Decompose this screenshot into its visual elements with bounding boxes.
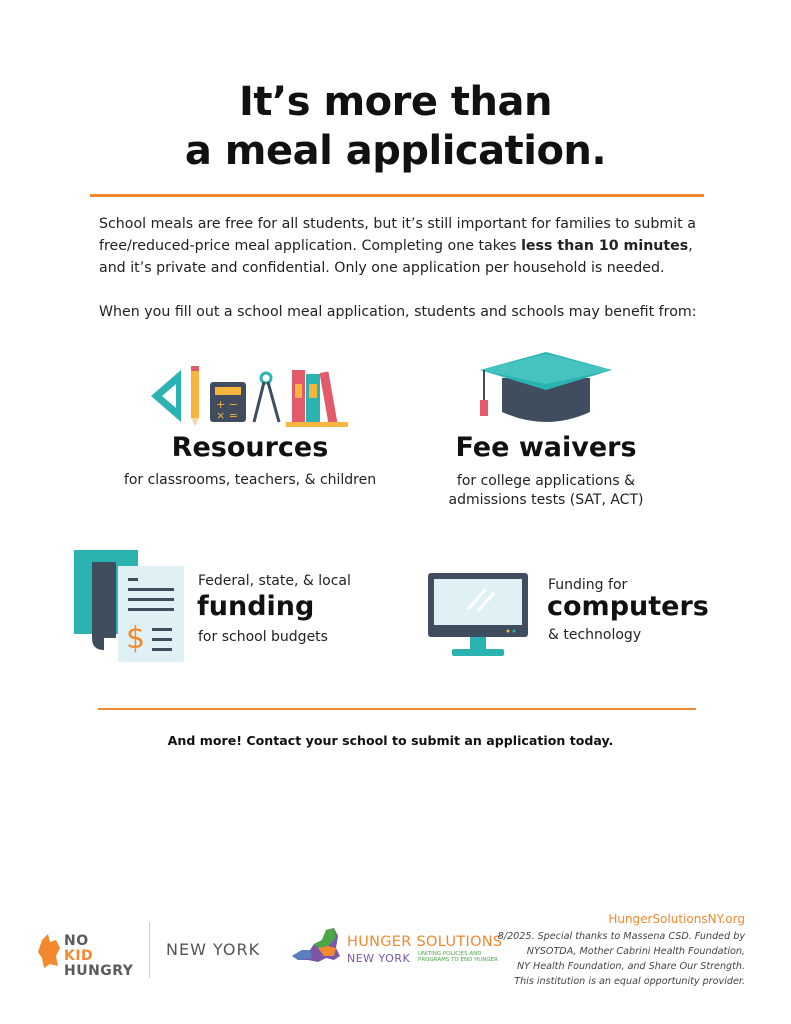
svg-text:× =: × = — [216, 409, 238, 422]
school-supplies-icon — [146, 364, 352, 428]
call-to-action: And more! Contact your school to submit an application today. — [167, 733, 614, 748]
resources-heading: Resources — [171, 432, 329, 463]
no-kid-hungry-logo — [64, 934, 133, 979]
graduation-cap-icon — [472, 350, 620, 430]
resources-subtitle: for classrooms, teachers, & children — [123, 472, 377, 488]
credit-line-1: 8/2025. Special thanks to Massena CSD. Funded by — [497, 931, 745, 942]
nkh-hungry: HUNGRY — [64, 963, 134, 979]
credit-line-3: NY Health Foundation, and Share Our Strength. — [516, 961, 745, 972]
new-york-state-map-icon — [288, 926, 344, 966]
funding-label-top: Federal, state, & local — [198, 573, 351, 589]
hunger-solutions-tagline: UNITING POLICIES AND PROGRAMS TO END HUNGER — [418, 951, 498, 963]
footer-logo-divider — [149, 922, 150, 978]
computers-label-top: Funding for — [548, 577, 628, 593]
hunger-solutions-name: HUNGER SOLUTIONS — [347, 934, 503, 950]
fee-waivers-subtitle-2: admissions tests (SAT, ACT) — [448, 492, 644, 508]
intro-paragraph — [99, 213, 709, 279]
funding-heading: funding — [197, 591, 315, 622]
nkh-new-york: NEW YORK — [166, 940, 261, 959]
budget-document-icon — [74, 550, 186, 664]
page-title — [0, 78, 791, 176]
nkh-no: NO — [64, 933, 89, 949]
hunger-solutions-ny: NEW YORK — [347, 952, 411, 965]
computer-monitor-icon — [428, 573, 530, 659]
website-link[interactable]: HungerSolutionsNY.org — [608, 912, 745, 926]
credit-line-2: NYSOTDA, Mother Cabrini Health Foundation, — [526, 946, 745, 957]
intro-bold-duration: less than 10 minutes — [521, 238, 689, 254]
funding-credit — [495, 929, 745, 989]
title-line-1: It’s more than — [239, 79, 552, 125]
credit-line-4: This institution is an equal opportunity provider. — [514, 976, 745, 987]
title-divider — [90, 194, 704, 197]
fee-waivers-subtitle-1: for college applications & — [456, 473, 636, 489]
intro-text-2: , and it’s private and confidential. Only one application per household is needed. — [99, 238, 693, 276]
fee-waivers-heading: Fee waivers — [455, 432, 637, 463]
intro-text-1: School meals are free for all students, but it’s still important for families to submit a free/reduced-price meal application. Completing one takes — [99, 216, 696, 254]
computers-heading: computers — [547, 591, 709, 622]
svg-text:$: $ — [126, 621, 146, 656]
nkh-kid: KID — [64, 948, 94, 964]
funding-label-bottom: for school budgets — [198, 629, 328, 645]
no-kid-hungry-logo-icon — [38, 934, 62, 968]
svg-text:+ −: + − — [216, 398, 238, 411]
cta-divider — [98, 708, 696, 710]
benefits-lead: When you fill out a school meal application, students and schools may benefit from: — [99, 304, 697, 320]
computers-label-bottom: & technology — [548, 627, 642, 643]
title-line-2: a meal application. — [184, 128, 607, 174]
